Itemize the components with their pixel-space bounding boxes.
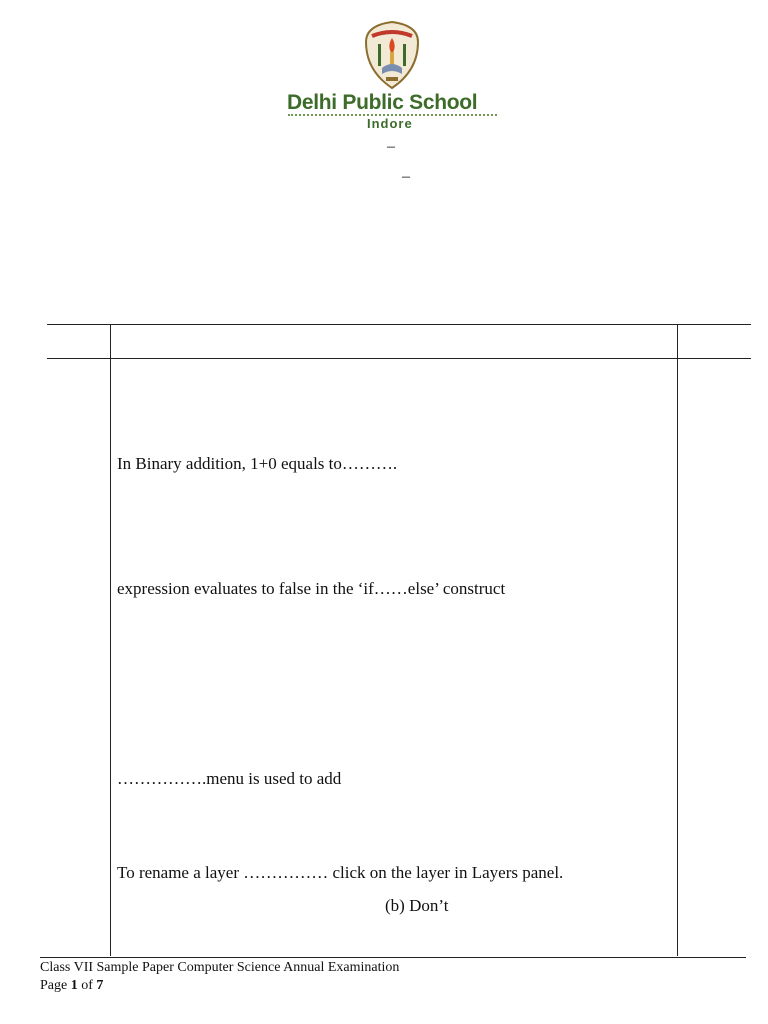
school-crest-icon (362, 20, 422, 90)
header-dash: – (402, 168, 410, 185)
footer-title: Class VII Sample Paper Computer Science Annual Examination (40, 960, 400, 975)
school-name: Delhi Public School (287, 91, 478, 114)
table-column-divider-left (110, 324, 111, 956)
question-text: To rename a layer …………… click on the layer in Layers panel. (117, 863, 564, 882)
page-label: Page (40, 978, 68, 993)
header-dash: – (387, 138, 395, 155)
question-text: …………….menu is used to add (117, 769, 342, 788)
question-text: expression evaluates to false in the ‘if……else’ construct (117, 579, 506, 598)
page-of: of (81, 978, 93, 993)
table-header-border (47, 358, 751, 359)
page-current: 1 (70, 978, 78, 993)
table-top-border (47, 324, 751, 325)
question-text: In Binary addition, 1+0 equals to………. (117, 454, 398, 473)
answer-option-b: (b) Don’t (385, 896, 449, 915)
page-number (40, 977, 103, 995)
table-column-divider-right (677, 324, 678, 956)
footer-divider (40, 957, 746, 958)
school-city: Indore (367, 116, 413, 131)
page-total: 7 (96, 978, 104, 993)
